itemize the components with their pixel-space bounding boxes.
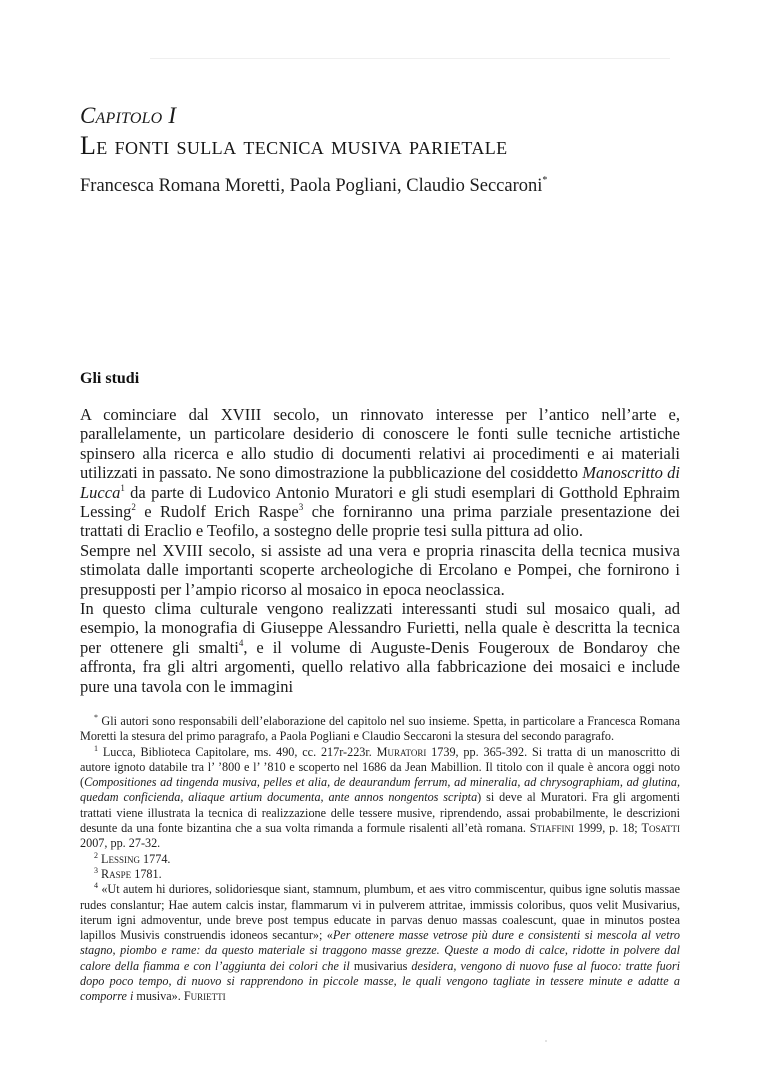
footnote-4-mark: 4 <box>94 881 98 891</box>
paragraph-1 <box>80 405 680 541</box>
p1-text-3: e Rudolf Erich Raspe <box>135 502 299 522</box>
header-rule <box>150 58 670 59</box>
footnote-1-ref-tosatti: Tosatti <box>641 821 680 836</box>
authors-names: Francesca Romana Moretti, Paola Pogliani, Claudio Seccaroni <box>80 176 543 196</box>
manuscript-title: Manoscritto di Lucca <box>80 463 680 502</box>
footnote-star <box>80 714 680 745</box>
footnote-1-text-3: ) si deve al Muratori. Fra gli argomenti trattati viene illustrata la tecnica di realizzazione delle tessere musive, riprendendo, assai probabilmente, le descrizioni desunte da una fonte bizantina che a sua volta rimanda a formule risalenti all’età romana. <box>80 790 680 836</box>
footnote-4-translation-1: Per ottenere masse vetrose più dure e consistenti si mescola al vetro stagno, piombo e rame: da questo materiale si traggono masse grezze. Queste a modo di calce, ridotte in polvere dal calore della fiamma e con l’aggiunta dei colori che il <box>80 928 680 973</box>
p1-text-4: che forniranno una prima parziale presentazione dei trattati di Eraclio e Teofilo, a sostegno delle proprie tesi sulla pittura ad olio. <box>80 502 680 541</box>
footnote-2-ref: Lessing <box>101 851 140 866</box>
running-header-area <box>0 0 759 70</box>
footnote-ref-3: 3 <box>298 502 304 513</box>
footnote-4-ref: Furietti <box>183 989 226 1004</box>
paragraph-2: Sempre nel XVIII secolo, si assiste ad una vera e propria rinascita della tecnica musiva stimolata dalle importanti scoperte archeologiche di Ercolano e Pompei, che fornirono i presupposti per l’ampio ricorso al mosaico in epoca neoclassica. <box>80 540 680 599</box>
footnote-2-year: 1774. <box>140 851 171 866</box>
footnote-ref-1: 1 <box>120 482 125 493</box>
chapter-title: Le fonti sulla tecnica musiva parietale <box>80 131 508 160</box>
footnote-4-musivarius: musivarius <box>353 958 408 973</box>
authors-footnote-mark: * <box>542 175 548 186</box>
footnote-1-ref-muratori: Muratori <box>376 744 427 759</box>
footnote-4-musiva: musiva <box>136 989 172 1004</box>
footnote-star-mark: * <box>94 713 98 722</box>
footnote-ref-4: 4 <box>238 637 244 648</box>
footnote-4-translation-2: desidera, vengono di nuovo fuse al fuoco: tratte fuori dopo poco tempo, di nuovo si rapprendono in piccole masse, le quali vengono tagliate in tessere minute e adatte a comporre i <box>80 958 680 1004</box>
paragraph-3 <box>80 599 680 696</box>
paper-speck <box>545 1040 547 1042</box>
footnote-3-ref: Raspe <box>101 866 132 881</box>
p3-text-1: In questo clima culturale vengono realizzati interessanti studi sul mosaico quali, ad esempio, la monografia di Giuseppe Alessandro Furietti, nella quale è descritta la tecnica per ottenere gli smalti <box>80 599 680 657</box>
footnote-3-mark: 3 <box>94 865 98 875</box>
footnote-2-mark: 2 <box>94 850 98 860</box>
footnote-1-latin-title: Compositiones ad tingenda musiva, pelles et alia, de deaurandum ferrum, ad mineralia, ad chrysographiam, ad glutina, quedam conficienda, aliaque artium documenta, ante annos nongentos scripta <box>80 775 680 805</box>
body-text <box>80 405 680 696</box>
footnote-3 <box>80 867 680 882</box>
footnote-4 <box>80 882 680 1004</box>
footnote-3-year: 1781. <box>131 866 162 881</box>
footnote-1-ref-stiaffini: Stiaffini <box>529 821 575 836</box>
footnote-4-latin: «Ut autem hi duriores, solidoriesque siant, stamnum, plumbum, et aes vitro commiscentur, quibus igne solutis massae rudes conslantur; Hae autem calcis instar, flammarum vi in pulverem attritae, immissis coloribus, quos velit Musivarius, iterum igni admoventur, unde breve post tempus educate in parvas denuo massas coalescunt, quae in minutos postea lapillos Musivis construendis idoneos secantur»; « <box>80 882 680 943</box>
section-heading: Gli studi <box>80 370 140 387</box>
footnote-1-text-1: Lucca, Biblioteca Capitolare, ms. 490, cc. 217r-223r. <box>98 744 377 759</box>
p3-text-2: , e il volume di Auguste-Denis Fougeroux de Bondaroy che affronta, fra gli altri argomenti, quello relativo alla fabbricazione dei mosaici e include pure una tavola con le immagini <box>80 637 680 696</box>
footnote-ref-2: 2 <box>131 502 136 513</box>
footnote-1-text-2: 1739, pp. 365-392. Si tratta di un manoscritto di autore ignoto databile tra l’ ’800 e l’ ’810 e scoperto nel 1686 da Jean Mabillion. Il titolo con il quale è ancora oggi noto ( <box>80 744 680 790</box>
footnote-1 <box>80 745 680 852</box>
footnote-1-mark: 1 <box>94 743 98 753</box>
chapter-label: Capitolo I <box>80 103 177 128</box>
p1-text-1: A cominciare dal XVIII secolo, un rinnovato interesse per l’antico nell’arte e, parallelamente, un particolare desiderio di conoscere le fonti sulle tecniche artistiche spinsero alla ricerca e allo studio di documenti relativi ai procedimenti e ai materiali utilizzati in passato. Ne sono dimostrazione la pubblicazione del cosiddetto <box>80 405 680 483</box>
footnote-4-close: ». <box>171 989 184 1004</box>
footnote-1-text-4: 1999, p. 18; <box>574 821 642 836</box>
footnote-star-text: Gli autori sono responsabili dell’elaborazione del capitolo nel suo insieme. Spetta, in particolare a Francesca Romana Moretti la stesura del primo paragrafo, a Paola Pogliani e Claudio Seccaroni la stesura del secondo paragrafo. <box>80 714 680 744</box>
chapter-authors <box>80 175 547 197</box>
p1-text-2: da parte di Ludovico Antonio Muratori e gli studi esemplari di Gotthold Ephraim Lessing <box>80 482 680 522</box>
footnote-1-text-5: 2007, pp. 27-32. <box>80 836 161 851</box>
footnotes <box>80 714 680 1005</box>
footnote-2 <box>80 852 680 867</box>
